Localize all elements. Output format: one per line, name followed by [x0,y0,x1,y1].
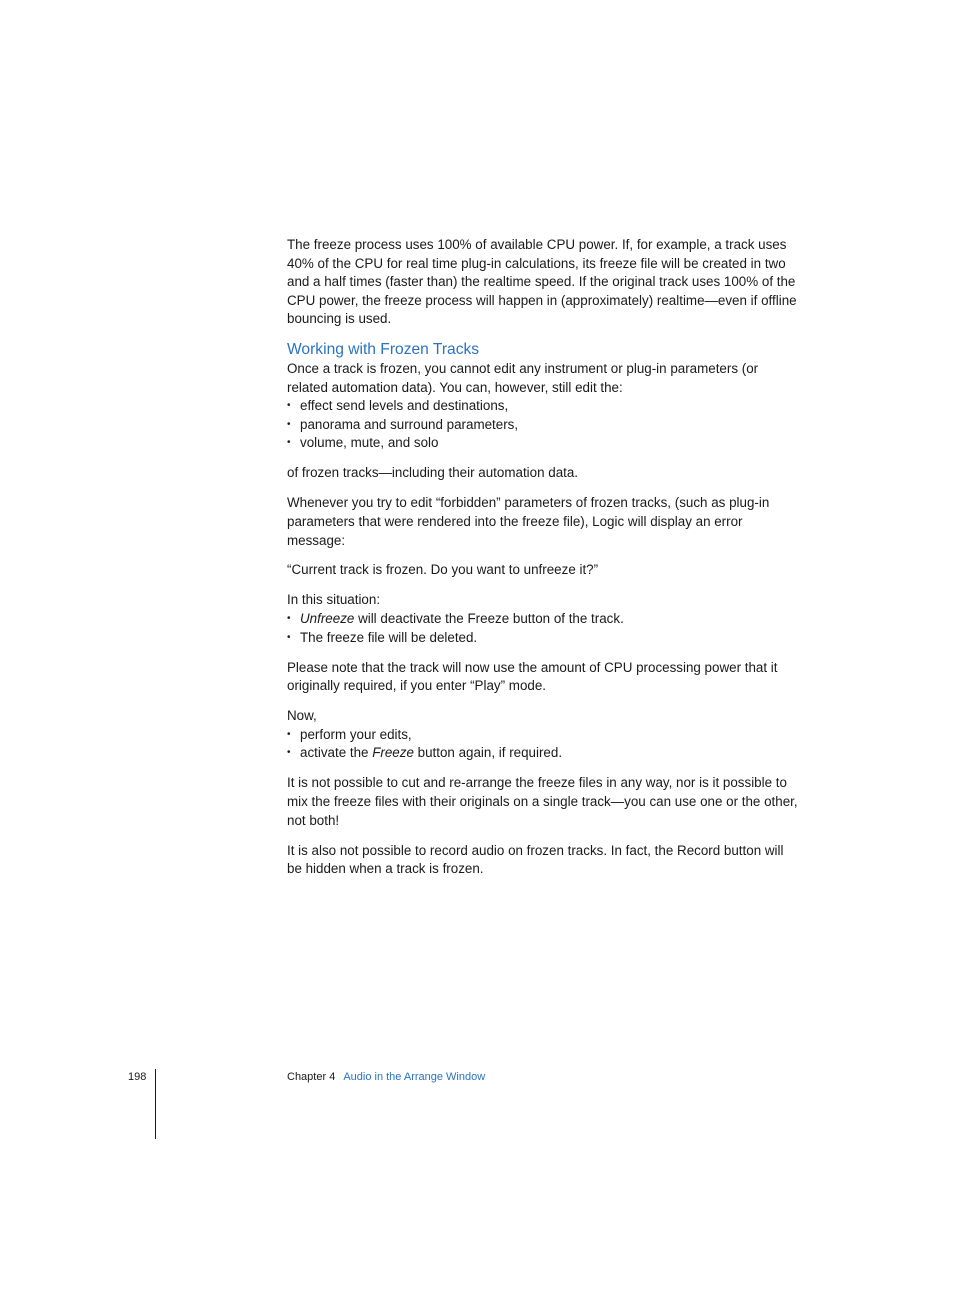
list-item-text: activate the [300,745,373,761]
list-item-text: will deactivate the Freeze button of the track. [354,611,624,627]
forbidden-paragraph: Whenever you try to edit “forbidden” parameters of frozen tracks, (such as plug-in parameters that were rendered into the freeze file), Logic will display an error message: [287,495,770,548]
record-paragraph: It is also not possible to record audio on frozen tracks. In fact, the Record button will be hidden when a track is frozen. [287,842,784,877]
chapter-label: Chapter 4 [287,1071,336,1083]
list-item: • volume, mute, and solo [287,434,799,453]
footer-divider [155,1069,156,1139]
situation-list [287,610,799,647]
cut-paragraph: It is not possible to cut and re-arrange the freeze files in any way, nor is it possible to mix the freeze files with their originals on a single track—you can use one or the other, not both! [287,775,798,828]
footer-chapter [287,1070,485,1084]
list-item: • The freeze file will be deleted. [287,629,799,648]
freeze-term: Freeze [372,745,414,761]
unfreeze-term: Unfreeze [300,611,355,627]
editable-list [287,397,799,453]
section-heading: Working with Frozen Tracks [287,340,480,358]
list-item: • panorama and surround parameters, [287,416,799,435]
list-item [287,744,799,763]
list-item: • effect send levels and destinations, [287,397,799,416]
list-item: • perform your edits, [287,726,799,745]
list-item [287,610,799,629]
chapter-title: Audio in the Arrange Window [343,1071,486,1083]
intro-paragraph: The freeze process uses 100% of available CPU power. If, for example, a track uses 40% of the CPU for real time plug-in calculations, its freeze file will be created in two and a half times (faster than) the realtime speed. If the original track uses 100% of the CPU power, the freeze process will happen in (approximately) realtime—even if offline bouncing is used. [287,237,797,327]
frozen-intro-paragraph: Once a track is frozen, you cannot edit any instrument or plug-in parameters (or related automation data). You can, however, still edit the: [287,360,759,395]
page-content [287,236,799,879]
editable-tail-paragraph: of frozen tracks—including their automation data. [287,465,579,481]
now-list [287,726,799,763]
list-item-text: button again, if required. [413,745,563,761]
cpu-note-paragraph: Please note that the track will now use the amount of CPU processing power that it originally required, if you enter “Play” mode. [287,659,778,694]
page-number: 198 [128,1071,147,1083]
error-message-quote: “Current track is frozen. Do you want to unfreeze it?” [287,562,599,578]
situation-label: In this situation: [287,592,381,608]
now-label: Now, [287,708,317,724]
